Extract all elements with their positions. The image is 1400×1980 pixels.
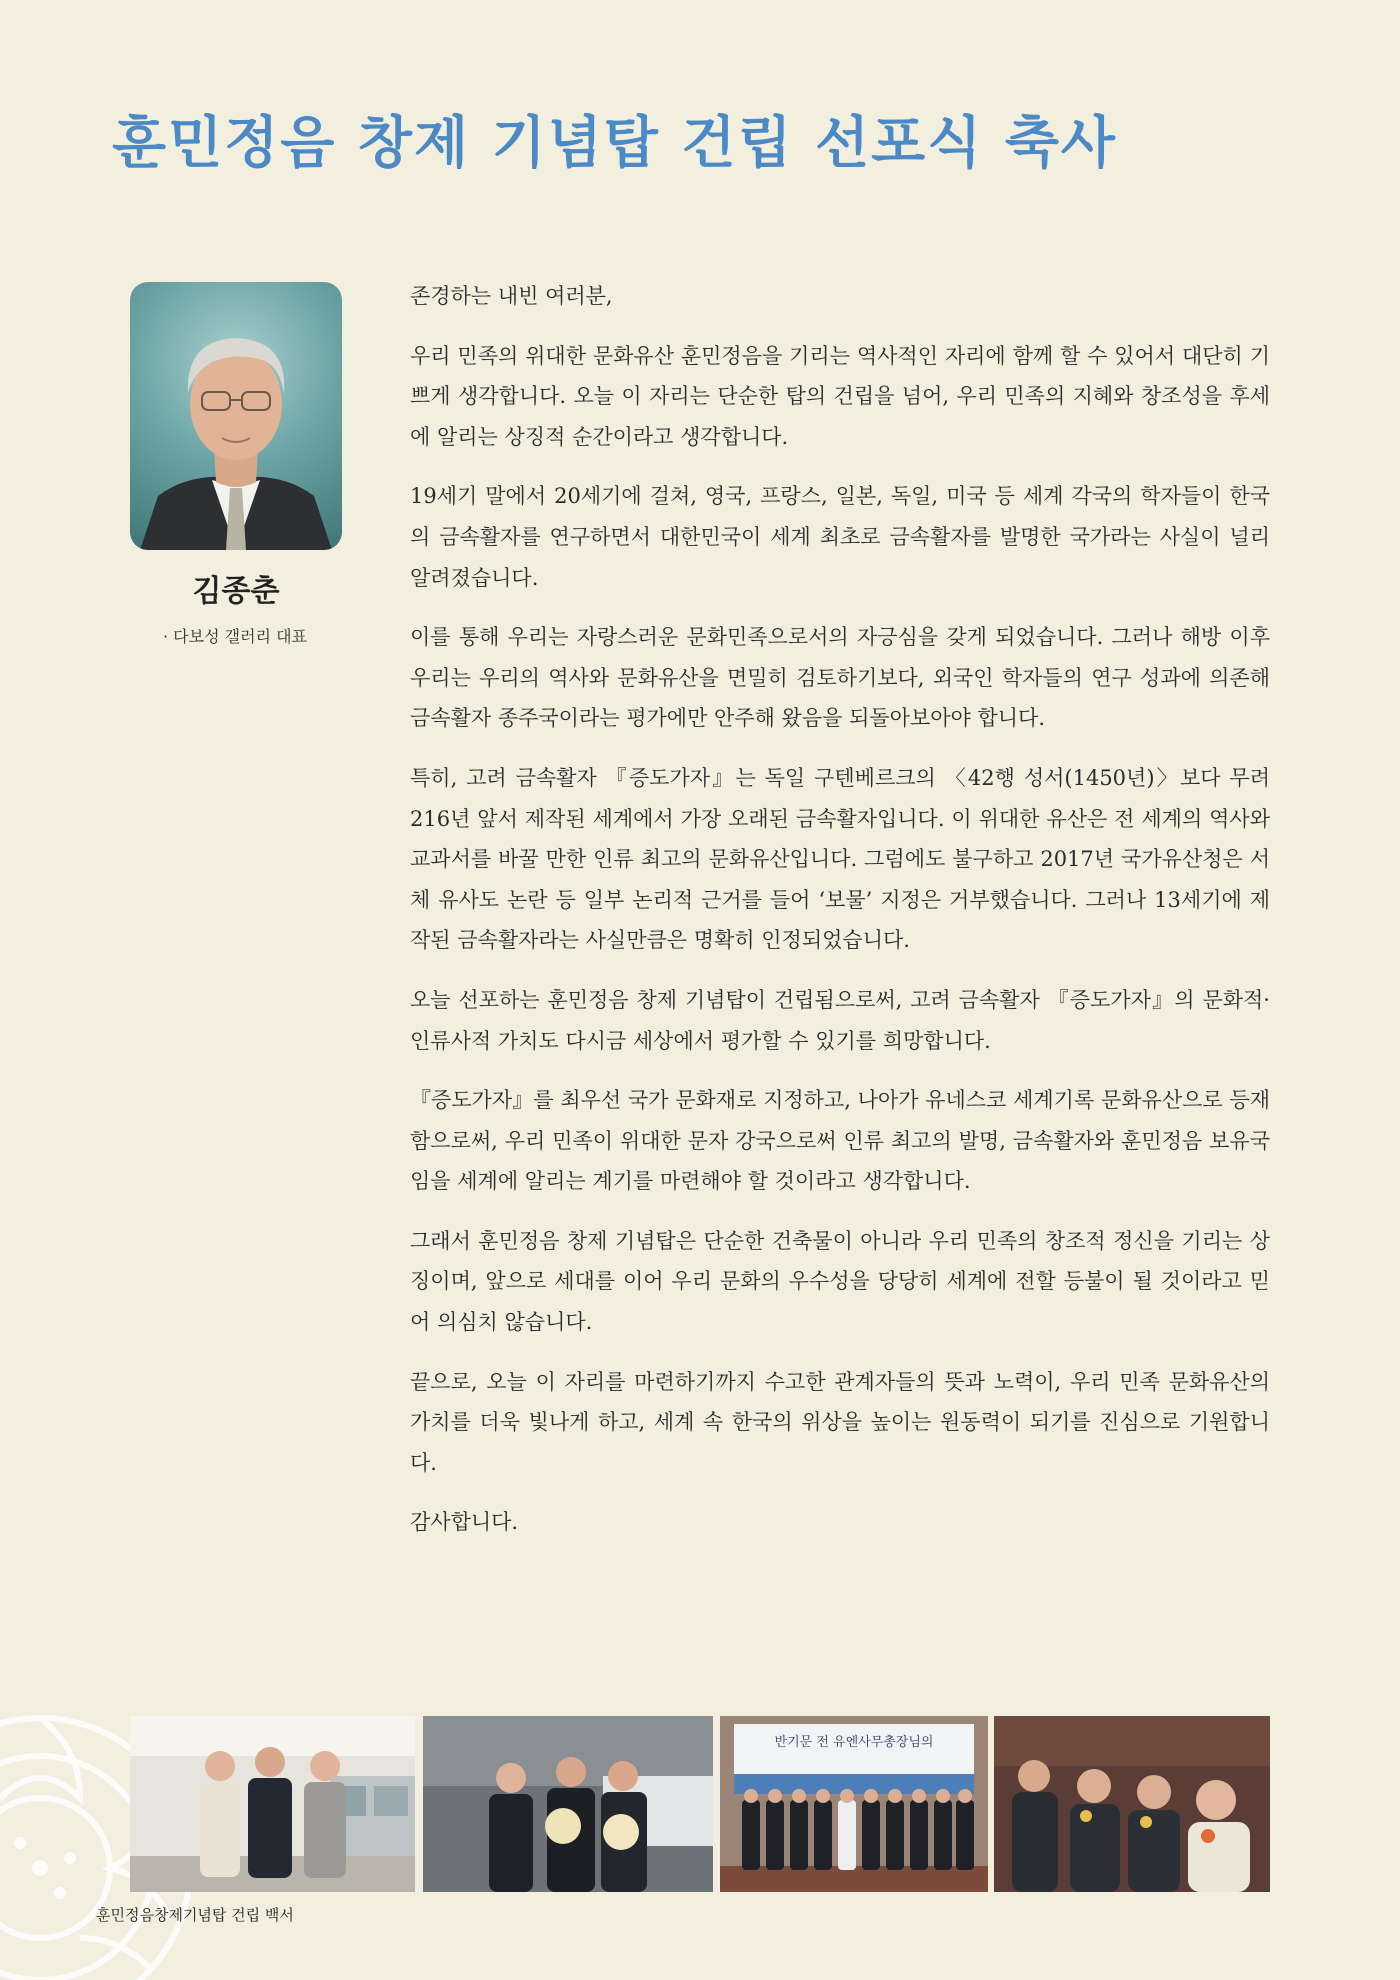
speech-paragraph: 존경하는 내빈 여러분, — [410, 284, 613, 308]
speech-paragraph: 특히, 고려 금속활자 『증도가자』는 독일 구텐베르크의 〈42행 성서(1450년)〉보다 무려 216년 앞서 제작된 세계에서 가장 오래된 금속활자입니다. 이 위대한 유산은 전 세계의 역사와 교과서를 바꿀 만한 인류 최고의 문화유산입니다. 그럼에도 불구하고 2017년 국가유산청은 서체 유사도 논란 등 일부 논리적 근거를 들어 ‘보물’ 지정은 거부했습니다. 그러나 13세기에 제작된 금속활자라는 사실만큼은 명확히 인정되었습니다. — [410, 765, 1270, 953]
speech-paragraph: 끝으로, 오늘 이 자리를 마련하기까지 수고한 관계자들의 뜻과 노력이, 우리 민족 문화유산의 가치를 더욱 빛나게 하고, 세계 속 한국의 위상을 높이는 원동력이 되기를 진심으로 기원합니다. — [410, 1369, 1270, 1475]
speech-body — [410, 276, 1270, 1562]
author-portrait — [130, 282, 342, 550]
banner-text: 반기문 전 유엔사무총장님의 — [774, 1735, 934, 1750]
author-role: · 다보성 갤러리 대표 — [163, 627, 307, 646]
event-photo — [423, 1716, 713, 1892]
footer-publication-title: 훈민정음창제기념탑 건립 백서 — [96, 1906, 294, 1924]
speech-paragraph: 감사합니다. — [410, 1510, 519, 1535]
speech-paragraph: 『증도가자』를 최우선 국가 문화재로 지정하고, 나아가 유네스코 세계기록 문화유산으로 등재함으로써, 우리 민족이 위대한 문자 강국으로써 인류 최고의 발명, 금속활자와 훈민정음 보유국임을 세계에 알리는 계기를 마련해야 할 것이라고 생각합니다. — [410, 1088, 1270, 1194]
speech-paragraph: 이를 통해 우리는 자랑스러운 문화민족으로서의 자긍심을 갖게 되었습니다. 그러나 해방 이후 우리는 우리의 역사와 문화유산을 면밀히 검토하기보다, 외국인 학자들의 연구 성과에 의존해 금속활자 종주국이라는 평가에만 안주해 왔음을 되돌아보아야 합니다. — [410, 625, 1270, 731]
photo-strip — [130, 1716, 1270, 1892]
author-name: 김종춘 — [192, 574, 280, 609]
event-photo — [994, 1716, 1270, 1892]
event-photo — [720, 1716, 988, 1892]
speech-paragraph: 19세기 말에서 20세기에 걸쳐, 영국, 프랑스, 일본, 독일, 미국 등 세계 각국의 학자들이 한국의 금속활자를 연구하면서 대한민국이 세계 최초로 금속활자를 발명한 국가라는 사실이 널리 알려졌습니다. — [410, 484, 1270, 590]
speech-paragraph: 우리 민족의 위대한 문화유산 훈민정음을 기리는 역사적인 자리에 함께 할 수 있어서 대단히 기쁘게 생각합니다. 오늘 이 자리는 단순한 탑의 건립을 넘어, 우리 민족의 지혜와 창조성을 후세에 알리는 상징적 순간이라고 생각합니다. — [410, 343, 1270, 449]
event-photo — [130, 1716, 415, 1892]
speech-paragraph: 오늘 선포하는 훈민정음 창제 기념탑이 건립됨으로써, 고려 금속활자 『증도가자』의 문화적·인류사적 가치도 다시금 세상에서 평가할 수 있기를 희망합니다. — [410, 987, 1270, 1053]
speech-paragraph: 그래서 훈민정음 창제 기념탑은 단순한 건축물이 아니라 우리 민족의 창조적 정신을 기리는 상징이며, 앞으로 세대를 이어 우리 문화의 우수성을 당당히 세계에 전할 등불이 될 것이라고 믿어 의심치 않습니다. — [410, 1228, 1270, 1335]
page-title: 훈민정음 창제 기념탑 건립 선포식 축사 — [112, 110, 1118, 176]
